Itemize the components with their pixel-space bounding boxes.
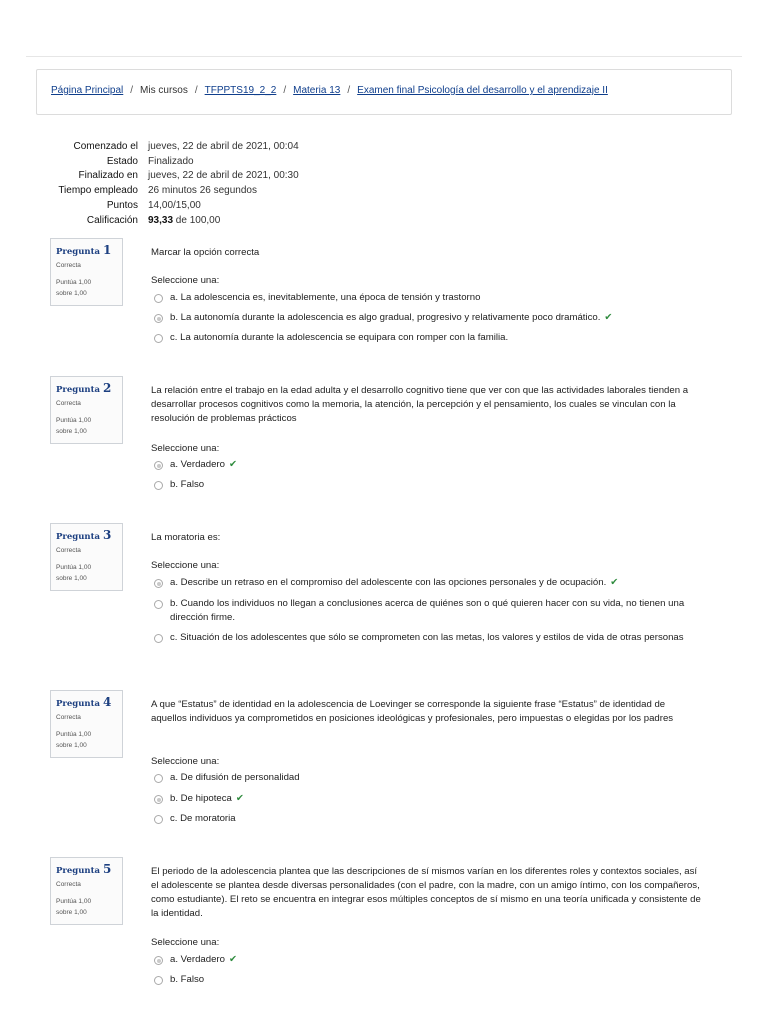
correct-check-icon: ✔ [228,459,237,470]
question-info: Pregunta 1 Correcta Puntúa 1,00 sobre 1,00 [50,238,123,306]
answer-option[interactable]: b. Falso [154,973,702,987]
question-text: El periodo de la adolescencia plantea que las descripciones de sí mismos varían en los diferentes roles y contextos sociales, así el adolescente se plantea desde diversas personalidades (con el padre, con la madre, con un amigo íntimo, con los compañeros, como estudiante). El reto se encuentra en integrar esos múltiples conceptos de sí mismo en una teoría unificada y consistente de la identidad. [151,866,701,919]
attempt-summary [40,139,299,228]
question-number: 5 [102,862,112,876]
question-grade: Puntúa 1,00 sobre 1,00 [56,898,92,916]
question-number: 2 [102,381,112,395]
radio-button[interactable] [154,600,163,609]
breadcrumb-mycourses: Mis cursos [140,85,188,96]
question-grade: Puntúa 1,00 sobre 1,00 [56,564,92,582]
answer-option[interactable]: a. La adolescencia es, inevitablemente, una época de tensión y trastorno [154,291,702,305]
answer-option[interactable]: c. De moratoria [154,812,702,826]
question-info: Pregunta 4 Correcta Puntúa 1,00 sobre 1,00 [50,690,123,758]
answer-option[interactable]: b. La autonomía durante la adolescencia es algo gradual, progresivo y relativamente poco dramático. ✔ [154,311,702,325]
radio-button[interactable] [154,461,163,470]
select-prompt: Seleccione una: [151,937,220,948]
radio-button[interactable] [154,579,163,588]
select-prompt: Seleccione una: [151,275,220,286]
question-state: Correcta [56,881,81,888]
correct-check-icon: ✔ [228,954,237,965]
question-number: 1 [102,243,112,257]
answer-option[interactable]: a. Verdadero ✔ [154,953,702,967]
summary-row-grade: Calificación 93,33 de 100,00 [86,214,221,226]
select-prompt: Seleccione una: [151,560,220,571]
question-state: Correcta [56,262,81,269]
radio-button[interactable] [154,815,163,824]
answer-option[interactable]: c. La autonomía durante la adolescencia se equipara con romper con la familia. [154,331,702,345]
breadcrumb-exam-link[interactable]: Examen final Psicología del desarrollo y el aprendizaje II [357,85,608,96]
radio-button[interactable] [154,774,163,783]
top-divider [26,56,742,57]
correct-check-icon: ✔ [610,577,619,588]
question-state: Correcta [56,714,81,721]
select-prompt: Seleccione una: [151,756,220,767]
question-grade: Puntúa 1,00 sobre 1,00 [56,731,92,749]
question-grade: Puntúa 1,00 sobre 1,00 [56,279,92,297]
answer-option[interactable]: b. De hipoteca ✔ [154,792,702,806]
answer-option[interactable]: a. Verdadero ✔ [154,458,702,472]
radio-button[interactable] [154,976,163,985]
summary-row: Finalizado en jueves, 22 de abril de 2021, 00:30 [78,170,299,182]
question-text: A que “Estatus” de identidad en la adolescencia de Loevinger se corresponde la siguiente frase “Estatus” de identidad de aquellos individuos ya comprometidos en posiciones ideológicas y profesionales, pero impuestas o elegidas por los padres [151,699,674,724]
question-state: Correcta [56,547,81,554]
answer-option[interactable]: a. Describe un retraso en el compromiso del adolescente con las opciones personales y de ocupación. ✔ [154,576,702,590]
question-number: 3 [102,528,112,542]
radio-button[interactable] [154,956,163,965]
question-grade: Puntúa 1,00 sobre 1,00 [56,417,92,435]
radio-button[interactable] [154,334,163,343]
breadcrumb-subject-link[interactable]: Materia 13 [293,85,341,96]
question-state: Correcta [56,400,81,407]
answer-option[interactable]: b. Falso [154,478,702,492]
question-text: Marcar la opción correcta [151,247,260,258]
question-info: Pregunta 5 Correcta Puntúa 1,00 sobre 1,00 [50,857,123,925]
question-text: La relación entre el trabajo en la edad adulta y el desarrollo cognitivo tiene que ver con que las actividades laborales tienden a desarrollar procesos cognitivos como la memoria, la atención, la percepción y el pensamiento, los cuales se vinculan con la resolución de problemas prácticos [151,385,689,424]
summary-row: Puntos 14,00/15,00 [106,200,201,212]
question-number: 4 [102,695,112,709]
answer-option[interactable]: c. Situación de los adolescentes que sólo se comprometen con las metas, los valores y estilos de vida de otras personas [154,631,702,645]
question-text: La moratoria es: [151,532,221,543]
summary-row: Estado Finalizado [106,155,194,167]
question-info: Pregunta 2 Correcta Puntúa 1,00 sobre 1,00 [50,376,123,444]
answer-option[interactable]: b. Cuando los individuos no llegan a conclusiones acerca de quiénes son o qué quieren hacer con su vida, no tienen una dirección firme. [154,597,702,625]
select-prompt: Seleccione una: [151,443,220,454]
radio-button[interactable] [154,294,163,303]
radio-button[interactable] [154,481,163,490]
breadcrumb: Página Principal / Mis cursos / TFPPTS19_2_2 / Materia 13 / Examen final Psicología del desarrollo y el aprendizaje II [36,69,732,115]
summary-row: Tiempo empleado 26 minutos 26 segundos [58,185,257,197]
correct-check-icon: ✔ [235,793,244,804]
grade-value: 93,33 [148,214,174,226]
breadcrumb-home-link[interactable]: Página Principal [51,85,124,96]
radio-button[interactable] [154,795,163,804]
radio-button[interactable] [154,314,163,323]
breadcrumb-course-link[interactable]: TFPPTS19_2_2 [204,85,277,96]
question-info: Pregunta 3 Correcta Puntúa 1,00 sobre 1,00 [50,523,123,591]
radio-button[interactable] [154,634,163,643]
summary-row: Comenzado el jueves, 22 de abril de 2021, 00:04 [73,140,299,152]
answer-option[interactable]: a. De difusión de personalidad [154,771,702,785]
correct-check-icon: ✔ [604,312,613,323]
